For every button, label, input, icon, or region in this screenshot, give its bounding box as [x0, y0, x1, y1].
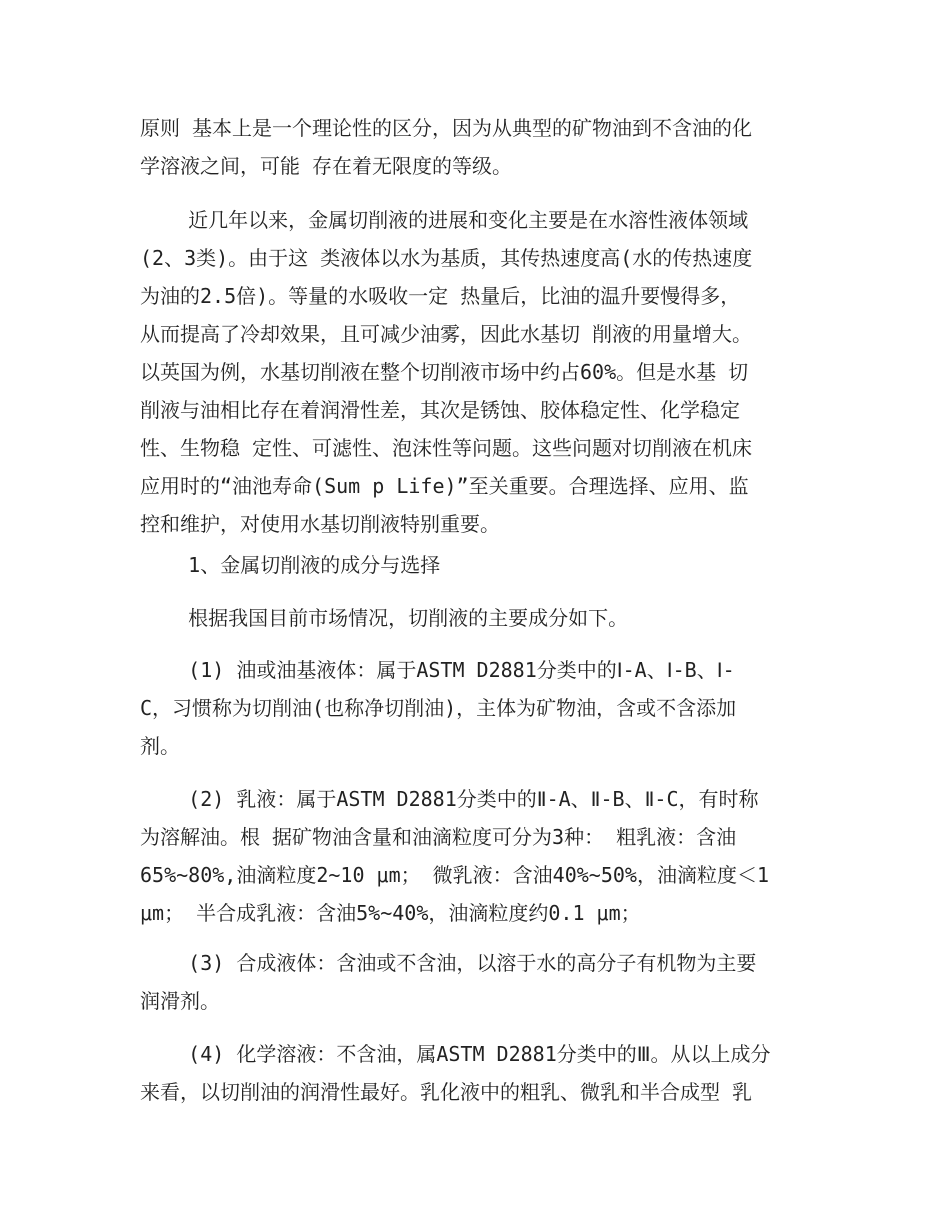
section-heading	[140, 546, 820, 584]
text-line: 根据我国目前市场情况，切削液的主要成分如下。	[140, 606, 629, 630]
text-line: (3) 合成液体：含油或不含油，以溶于水的高分子有机物为主要	[140, 951, 757, 975]
paragraph-item-3	[140, 944, 820, 1020]
text-line: 控和维护，对使用水基切削液特别重要。	[140, 512, 500, 536]
text-line: 近几年以来，金属切削液的进展和变化主要是在水溶性液体领域	[140, 208, 749, 232]
paragraph-recent-developments	[140, 201, 820, 543]
text-line: 削液与油相比存在着润滑性差，其次是锈蚀、胶体稳定性、化学稳定	[140, 398, 740, 422]
text-line: 来看，以切削油的润滑性最好。乳化液中的粗乳、微乳和半合成型 乳	[140, 1080, 753, 1104]
text-line: 为溶解油。根 据矿物油含量和油滴粒度可分为3种： 粗乳液：含油	[140, 825, 737, 849]
paragraph-item-1	[140, 651, 820, 765]
text-line: 以英国为例，水基切削液在整个切削液市场中约占60%。但是水基 切	[140, 360, 749, 384]
text-line: (2、3类)。由于这 类液体以水为基质，其传热速度高(水的传热速度	[140, 246, 753, 270]
paragraph-item-2	[140, 780, 820, 932]
text-line: 剂。	[140, 734, 180, 758]
text-line: 原则 基本上是一个理论性的区分，因为从典型的矿物油到不含油的化	[140, 116, 753, 140]
text-line: 65%~80%,油滴粒度2~10 μm； 微乳液：含油40%~50%，油滴粒度＜1	[140, 863, 769, 887]
text-line: 为油的2.5倍)。等量的水吸收一定 热量后，比油的温升要慢得多，	[140, 284, 741, 308]
text-line: (1) 油或油基液体：属于ASTM D2881分类中的Ⅰ-A、Ⅰ-B、Ⅰ-	[140, 658, 735, 682]
text-line: C，习惯称为切削油(也称净切削油)，主体为矿物油，含或不含添加	[140, 696, 737, 720]
text-line: 应用时的“油池寿命(Sum p Life)”至关重要。合理选择、应用、监	[140, 474, 749, 498]
text-line: 润滑剂。	[140, 989, 220, 1013]
text-line: (4) 化学溶液：不含油，属ASTM D2881分类中的Ⅲ。从以上成分	[140, 1042, 771, 1066]
heading-line: 1、金属切削液的成分与选择	[140, 553, 441, 577]
text-line: 性、生物稳 定性、可滤性、泡沫性等问题。这些问题对切削液在机床	[140, 436, 753, 460]
paragraph-principle	[140, 109, 820, 185]
text-line: μm； 半合成乳液：含油5%~40%，油滴粒度约0.1 μm；	[140, 901, 641, 925]
paragraph-intro-components	[140, 599, 820, 637]
text-line: 从而提高了冷却效果，且可减少油雾，因此水基切 削液的用量增大。	[140, 322, 753, 346]
text-line: (2) 乳液：属于ASTM D2881分类中的Ⅱ-A、Ⅱ-B、Ⅱ-C，有时称	[140, 787, 759, 811]
paragraph-item-4	[140, 1035, 820, 1111]
text-line: 学溶液之间，可能 存在着无限度的等级。	[140, 154, 513, 178]
